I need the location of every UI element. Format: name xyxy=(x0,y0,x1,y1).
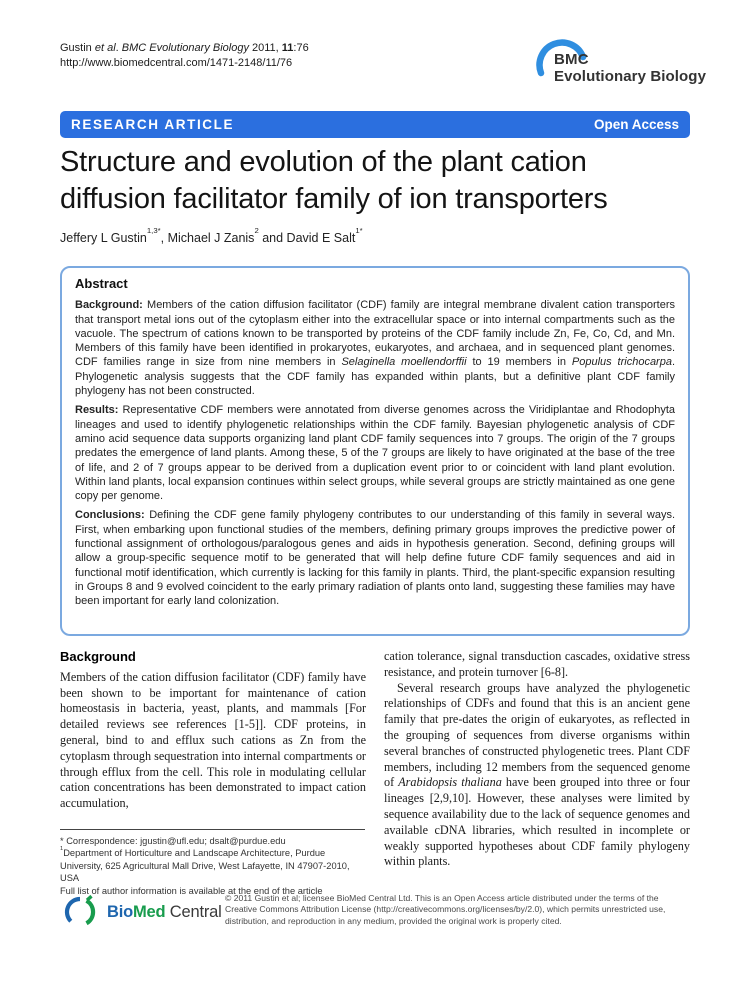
biomed-central-logo xyxy=(60,891,225,931)
logo-med-text: Med xyxy=(132,902,166,921)
section-heading-background: Background xyxy=(60,649,136,664)
biomed-central-circle-icon xyxy=(60,893,102,931)
logo-bio-text: Bio xyxy=(107,902,133,921)
author-info-line: Full list of author information is available at the end of the article xyxy=(60,885,323,896)
journal-citation-block xyxy=(60,41,309,71)
affiliation-line: $^1$Department of Horticulture and Landscape Architecture, Purdue University, 625 Agricultural Mall Drive, West Lafayette, IN 47907-2010, USA xyxy=(60,845,350,884)
article-type-banner xyxy=(60,111,690,138)
correspondence-line: * Correspondence: jgustin@ufl.edu; dsalt@purdue.edu xyxy=(60,836,286,846)
authors-line: Jeffery L Gustin$^{1,3*}$, Michael J Zanis$^2$ and David E Salt$^{1*}$ xyxy=(60,226,363,245)
license-text: © 2011 Gustin et al; licensee BioMed Central Ltd. This is an Open Access article distributed under the terms of the Creative Commons Attribution License (http://creativecommons.org/licenses/by/2.0), which permits unrestricted use, distribution, and reproduction in any medium, provided the original work is properly cited. xyxy=(225,893,666,926)
biomed-central-wordmark xyxy=(107,903,222,922)
article-url: http://www.biomedcentral.com/1471-2148/11/76 xyxy=(60,57,293,69)
body-left-column xyxy=(60,649,366,812)
publisher-footer xyxy=(60,891,690,931)
abstract-background-paragraph: Background: Members of the cation diffusion facilitator (CDF) family are integral membrane divalent cation transporters that transport metal ions out of the cytoplasm either into the extracellular space or into internal compartments such as the vacuole. The spectrum of cations known to be transported by proteins of the CDF family include Zn, Fe, Co, Cd, and Mn. Members of this family have been identified in prokaryotes, eukaryotes, and archaea, and in sequenced plant genomes. CDF families range in size from nine members in Selaginella moellendorffii to 19 members in Populus trichocarpa. Phylogenetic analysis suggests that the CDF family has expanded within plants, but a definitive plant CDF family phylogeny has not been constructed. xyxy=(75,299,676,398)
body-right-column xyxy=(384,649,690,870)
abstract-box xyxy=(60,266,690,636)
bmc-logo-text: BMC xyxy=(554,51,589,68)
citation-line: Gustin et al. BMC Evolutionary Biology 2011, 11:76 xyxy=(60,42,309,54)
open-access-label: Open Access xyxy=(593,117,679,132)
correspondence-footnote xyxy=(60,829,365,897)
abstract-heading: Abstract xyxy=(75,276,128,291)
bmc-journal-name: Evolutionary Biology xyxy=(554,68,707,85)
body-paragraph: cation tolerance, signal transduction cascades, oxidative stress resistance, and protein turnover [6-8]. xyxy=(384,649,690,679)
abstract-results-paragraph: Results: Representative CDF members were annotated from diverse genomes across the Viridiplantae and Rhodophyta lineages and used to identify phylogenetic relationships within the CDF family. Bayesian phylogenetic analysis of CDF amino acid sequence data supports organizing land plant CDF family sequences into 7 groups. The origin of the 7 groups predates the emergence of land plants. Among these, 5 of the 7 groups are likely to have originated at the base of the tree of life, and 2 of 7 groups appear to be derived from a duplication event prior to or coincident with land plant evolution. Within land plants, local expansion continues within select groups, while several groups are strictly maintained as one gene copy per genome. xyxy=(75,404,675,503)
body-paragraph: Members of the cation diffusion facilitator (CDF) family have been shown to be important for maintenance of cation homeostasis in bacteria, yeast, plants, and mammals [For detailed reviews see references [1-5]]. CDF proteins, in general, bind to and efflux such cations as Zn from the cytoplasm through sequestration into internal compartments or through efflux from the cell. This role in modulating cellular cation concentrations has been demonstrated to impact cation accumulation, xyxy=(60,669,366,811)
research-article-label: RESEARCH ARTICLE xyxy=(71,117,235,132)
abstract-conclusions-paragraph: Conclusions: Defining the CDF gene family phylogeny contributes to our understanding of this family in several ways. First, when embarking upon functional studies of the members, defining primary groups improves the predictive power of functional assignment of orthologous/paralogous genes and aids in hypothesis generation. Second, defining groups will allow a group-specific sequence motif to be generated that will help define future CDF family sequences and aid in functional motif identification, which currently is lacking for this family in plants. Third, the plant-specific expansion resulting in Groups 8 and 9 evolved coincident to the early primary radiation of plants onto land, suggesting these families may have been important for early land colonization. xyxy=(75,509,675,608)
body-paragraph: Several research groups have analyzed the phylogenetic relationships of CDFs and found that this is an ancient gene family that pre-dates the origin of eukaryotes, as reflected in the grouping of sequences from diverse organisms within several branches of constructed phylogenetic trees. Plant CDF members, including 12 members from the sequenced genome of Arabidopsis thaliana have been grouped into three or four lineages [2,9,10]. However, these analyses were limited by sequence availability due to the lack of sequence genomes and available cDNA libraries, which resulted in incomplete or weakly supported hypotheses about CDF family phylogeny within plants. xyxy=(384,680,690,869)
logo-central-text: Central xyxy=(165,902,222,921)
article-title: Structure and evolution of the plant cation diffusion facilitator family of ion transporters xyxy=(60,146,608,215)
bmc-journal-logo xyxy=(532,38,707,90)
